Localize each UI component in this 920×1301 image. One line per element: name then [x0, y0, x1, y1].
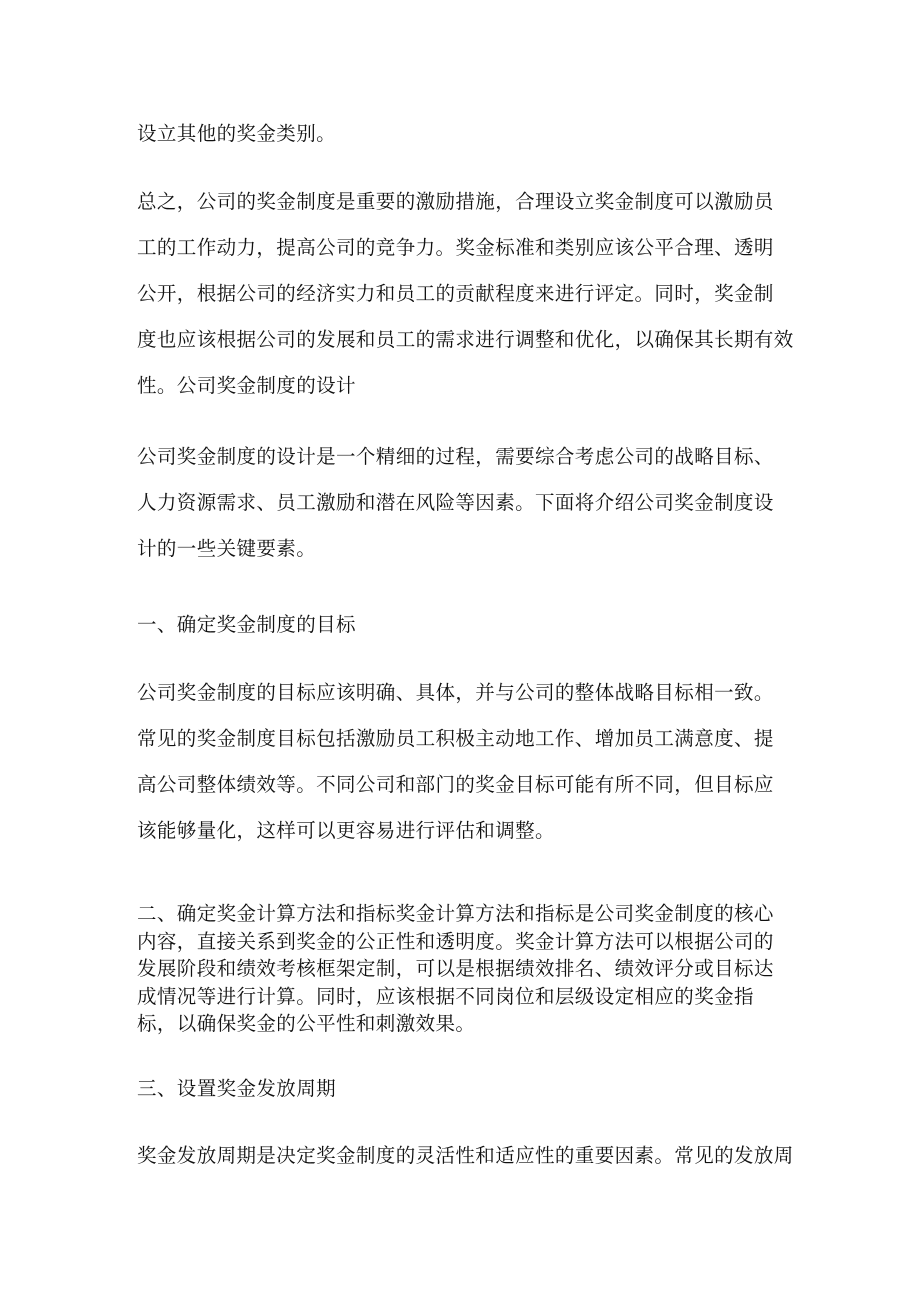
paragraph-design-intro — [137, 434, 797, 572]
text-line: 人力资源需求、员工激励和潜在风险等因素。下面将介绍公司奖金制度设 — [137, 491, 774, 514]
text-line: 成情况等进行计算。同时，应该根据不同岗位和层级设定相应的奖金指 — [137, 984, 754, 1008]
text-line: 内容，直接关系到奖金的公正性和透明度。奖金计算方法可以根据公司的 — [137, 929, 774, 953]
paragraph-payout-period — [137, 1133, 797, 1179]
text-line: 奖金发放周期是决定奖金制度的灵活性和适应性的重要因素。常见的发放周 — [137, 1144, 794, 1167]
paragraph-calculation-method — [137, 900, 797, 1038]
text-line: 性。公司奖金制度的设计 — [137, 374, 356, 397]
text-line: 二、确定奖金计算方法和指标奖金计算方法和指标是公司奖金制度的核心 — [137, 902, 774, 925]
text-line: 该能够量化，这样可以更容易进行评估和调整。 — [137, 819, 555, 842]
paragraph-category-ending — [137, 111, 797, 157]
text-line: 计的一些关键要素。 — [137, 537, 317, 560]
text-line: 标，以确保奖金的公平性和刺激效果。 — [137, 1012, 476, 1035]
section-heading-goals — [137, 602, 797, 648]
text-line: 公开，根据公司的经济实力和员工的贡献程度来进行评定。同时，奖金制 — [137, 282, 774, 305]
paragraph-goals — [137, 670, 797, 854]
text-line: 度也应该根据公司的发展和员工的需求进行调整和优化，以确保其长期有效 — [137, 328, 794, 351]
text-line: 高公司整体绩效等。不同公司和部门的奖金目标可能有所不同，但目标应 — [137, 773, 774, 796]
text-line: 发展阶段和绩效考核框架定制，可以是根据绩效排名、绩效评分或目标达 — [137, 957, 774, 980]
text-line: 工的工作动力，提高公司的竞争力。奖金标准和类别应该公平合理、透明 — [137, 236, 774, 259]
text-line: 总之，公司的奖金制度是重要的激励措施，合理设立奖金制度可以激励员 — [137, 190, 774, 213]
section-heading-payout-period — [137, 1066, 797, 1112]
paragraph-summary — [137, 179, 797, 409]
heading-text: 一、确定奖金制度的目标 — [137, 613, 356, 636]
text-line: 公司奖金制度的设计是一个精细的过程，需要综合考虑公司的战略目标、 — [137, 445, 774, 468]
text-line: 公司奖金制度的目标应该明确、具体，并与公司的整体战略目标相一致。 — [137, 681, 774, 704]
heading-text: 三、设置奖金发放周期 — [137, 1077, 337, 1100]
text-line: 常见的奖金制度目标包括激励员工积极主动地工作、增加员工满意度、提 — [137, 727, 774, 750]
text-line: 设立其他的奖金类别。 — [137, 122, 337, 145]
